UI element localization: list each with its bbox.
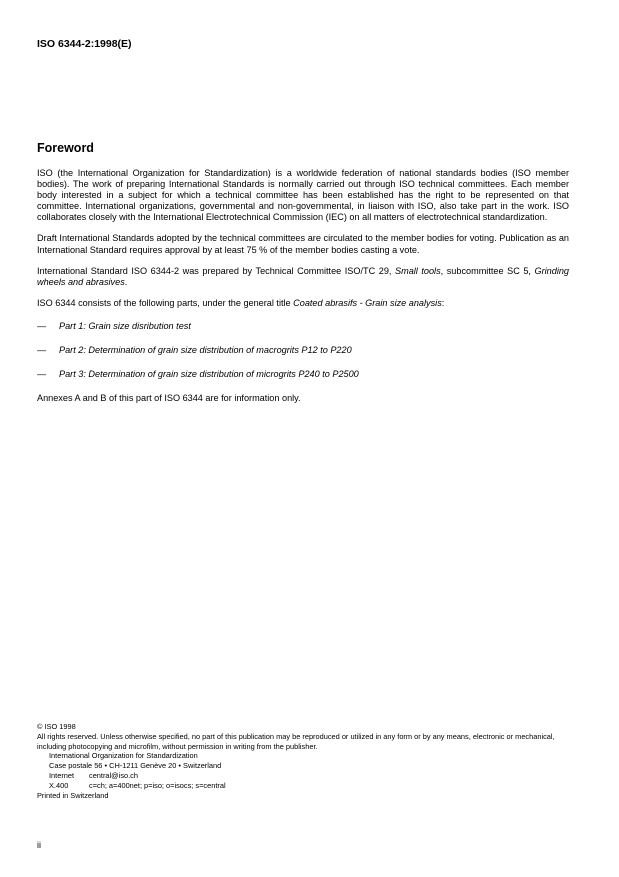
dash-bullet: — [37,320,47,331]
page-number: ii [37,840,41,850]
foreword-body [37,168,569,414]
dash-bullet: — [37,369,47,380]
paragraph-annexes: Annexes A and B of this part of ISO 6344 are for information only. [37,393,301,404]
general-title: Coated abrasifs - Grain size analysis [293,297,442,308]
page-title: Foreword [37,141,94,155]
copyright-line: © ISO 1998 [37,722,76,731]
x400-contact [37,781,577,791]
paragraph-iso-intro: ISO (the International Organization for Standardization) is a worldwide federation of national standards bodies (ISO member bodies). The work of preparing International Standards is normally carried out through ISO technical committees. Each member body interested in a subject for which a technical committee has been established has the right to be represented on that committee. International organizations, governmental and non-governmental, in liaison with ISO, also take part in the work. ISO collaborates closely with the International Electrotechnical Commission (IEC) on all matters of electrotechnical standardization. [37,168,569,223]
organization-name: International Organization for Standardization [49,751,198,761]
rights-statement: All rights reserved. Unless otherwise specified, no part of this publication may be reproduced or utilized in any form or by any means, electronic or mechanical, including photocopying and microfilm, without permission in writing from the publisher. [37,731,555,751]
parts-intro-text: ISO 6344 consists of the following parts, under the general title [37,297,294,308]
subcommittee-name: Grinding wheels and abrasives [37,265,570,287]
prepared-by-text-2: , subcommittee SC 5, [440,265,535,276]
committee-name: Small tools [395,265,441,276]
part-list-item [37,369,569,380]
postal-address: Case postale 56 • CH-1211 Genève 20 • Switzerland [49,761,222,771]
paragraph-parts-intro [37,298,569,309]
part-list-item [37,321,569,332]
internet-label: Internet [49,770,75,780]
part-list-item [37,345,569,356]
prepared-by-text-3: . [124,276,128,287]
x400-label: X.400 [49,780,69,790]
x400-value: c=ch; a=400net; p=iso; o=isocs; s=central [89,780,226,790]
dash-bullet: — [37,345,47,356]
part-title: Part 3: Determination of grain size distribution of microgrits P240 to P2500 [59,369,359,380]
paragraph-draft-standards: Draft International Standards adopted by the technical committees are circulated to the member bodies for voting. Publication as an International Standard requires approval by at least 75 % of the member bodies casting a vote. [37,233,569,255]
part-title: Part 1: Grain size disribution test [59,320,191,331]
document-id-header: ISO 6344-2:1998(E) [37,38,132,50]
paragraph-prepared-by [37,266,569,288]
internet-contact [37,771,577,781]
internet-value: central@iso.ch [89,770,138,780]
parts-intro-colon: : [441,297,445,308]
printed-in: Printed in Switzerland [37,790,109,800]
prepared-by-text-1: International Standard ISO 6344-2 was prepared by Technical Committee ISO/TC 29, [37,265,395,276]
part-title: Part 2: Determination of grain size distribution of macrogrits P12 to P220 [59,345,352,356]
copyright-footer [37,722,577,800]
